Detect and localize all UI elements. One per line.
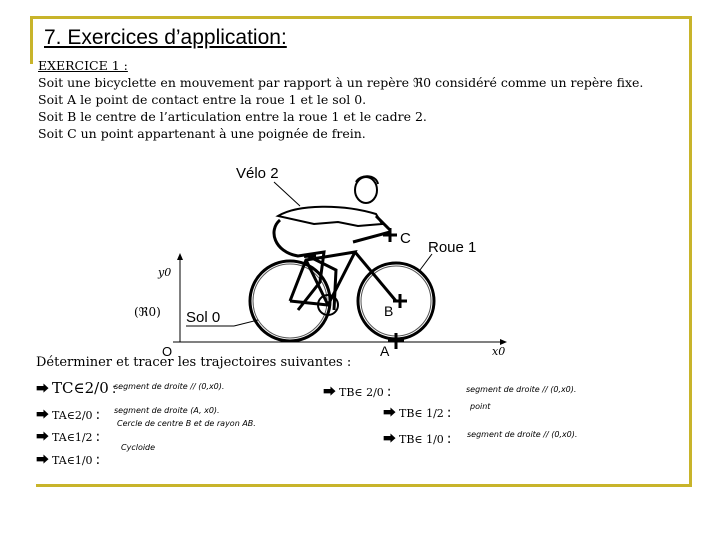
colon: : — [95, 407, 101, 423]
question-text: Déterminer et tracer les trajectoires suivantes : — [36, 355, 352, 370]
trajectory-label: TA∈1/0 — [52, 454, 93, 467]
point-b-marker — [393, 294, 407, 308]
arrow-right-icon: ⮕ — [36, 453, 50, 468]
trajectory-row-tc — [36, 378, 116, 397]
exercise-line: Soit C un point appartenant à une poignée de frein. — [38, 126, 366, 141]
fork — [355, 252, 396, 301]
rider-head — [355, 177, 377, 203]
trajectory-answer: Cercle de centre B et de rayon AB. — [117, 419, 256, 428]
colon: : — [95, 452, 101, 468]
rider-torso — [278, 207, 382, 226]
exercise-line: Soit B le centre de l’articulation entre la roue 1 et le cadre 2. — [38, 109, 427, 124]
trajectory-label: TC∈2/0 — [52, 379, 109, 397]
origin-label: O — [162, 344, 173, 359]
frame-label: (ℜ0) — [134, 305, 161, 319]
colon: : — [446, 431, 452, 447]
trajectory-answer: Cycloide — [121, 443, 156, 452]
bicycle-diagram — [128, 160, 528, 360]
trajectory-answer: segment de droite // (0,x0). — [467, 430, 578, 439]
sol-label: Sol 0 — [186, 309, 221, 326]
trajectory-row-tb10 — [383, 428, 452, 447]
exercise-line: Soit A le point de contact entre la roue 1 et le sol 0. — [38, 92, 367, 107]
arrow-right-icon: ⮕ — [383, 406, 397, 421]
trajectory-label: TA∈2/0 — [52, 409, 93, 422]
y-axis-arrow-icon — [177, 253, 183, 260]
arrow-right-icon: ⮕ — [36, 408, 50, 423]
colon: : — [95, 429, 101, 445]
trajectory-answer: segment de droite // (0,x0). — [466, 385, 577, 394]
arrow-right-icon: ⮕ — [36, 430, 50, 445]
exercise-line: Soit une bicyclette en mouvement par rapport à un repère ℜ0 considéré comme un repère fixe. — [38, 75, 644, 90]
velo-label: Vélo 2 — [236, 165, 279, 182]
frame-top-line — [30, 16, 692, 19]
trajectory-label: TB∈ 2/0 — [339, 386, 384, 399]
roue-label: Roue 1 — [428, 239, 477, 256]
point-c-label: C — [400, 230, 411, 247]
trajectory-row-ta10 — [36, 449, 100, 468]
x-axis-label: x0 — [492, 345, 506, 358]
arrow-right-icon: ⮕ — [383, 432, 397, 447]
point-c-marker — [383, 228, 397, 242]
trajectory-answer: segment de droite (A, x0). — [114, 406, 220, 415]
colon: : — [386, 384, 392, 400]
colon: : — [111, 381, 117, 397]
arrow-right-icon: ⮕ — [36, 382, 50, 397]
frame-right-line — [689, 16, 692, 486]
exercise-statement — [38, 57, 643, 142]
y-axis-label: y0 — [158, 266, 172, 279]
exercise-heading: EXERCICE 1 : — [38, 58, 128, 73]
trajectory-row-ta20 — [36, 404, 100, 423]
frame-left-line — [30, 16, 33, 64]
point-a-label: A — [380, 343, 390, 359]
trajectory-row-ta12 — [36, 426, 100, 445]
slide-title: 7. Exercices d’application: — [44, 26, 287, 49]
point-b-label: B — [384, 303, 394, 319]
colon: : — [446, 405, 452, 421]
trajectory-label: TB∈ 1/2 — [399, 407, 444, 420]
trajectory-answer: segment de droite // (0,x0). — [114, 382, 225, 391]
trajectory-answer: point — [470, 402, 491, 411]
trajectory-row-tb12 — [383, 402, 452, 421]
trajectory-label: TB∈ 1/0 — [399, 433, 444, 446]
trajectory-label: TA∈1/2 — [52, 431, 93, 444]
arrow-right-icon: ⮕ — [323, 385, 337, 400]
frame-bottom-line — [36, 484, 692, 487]
trajectory-row-tb20 — [323, 381, 392, 400]
